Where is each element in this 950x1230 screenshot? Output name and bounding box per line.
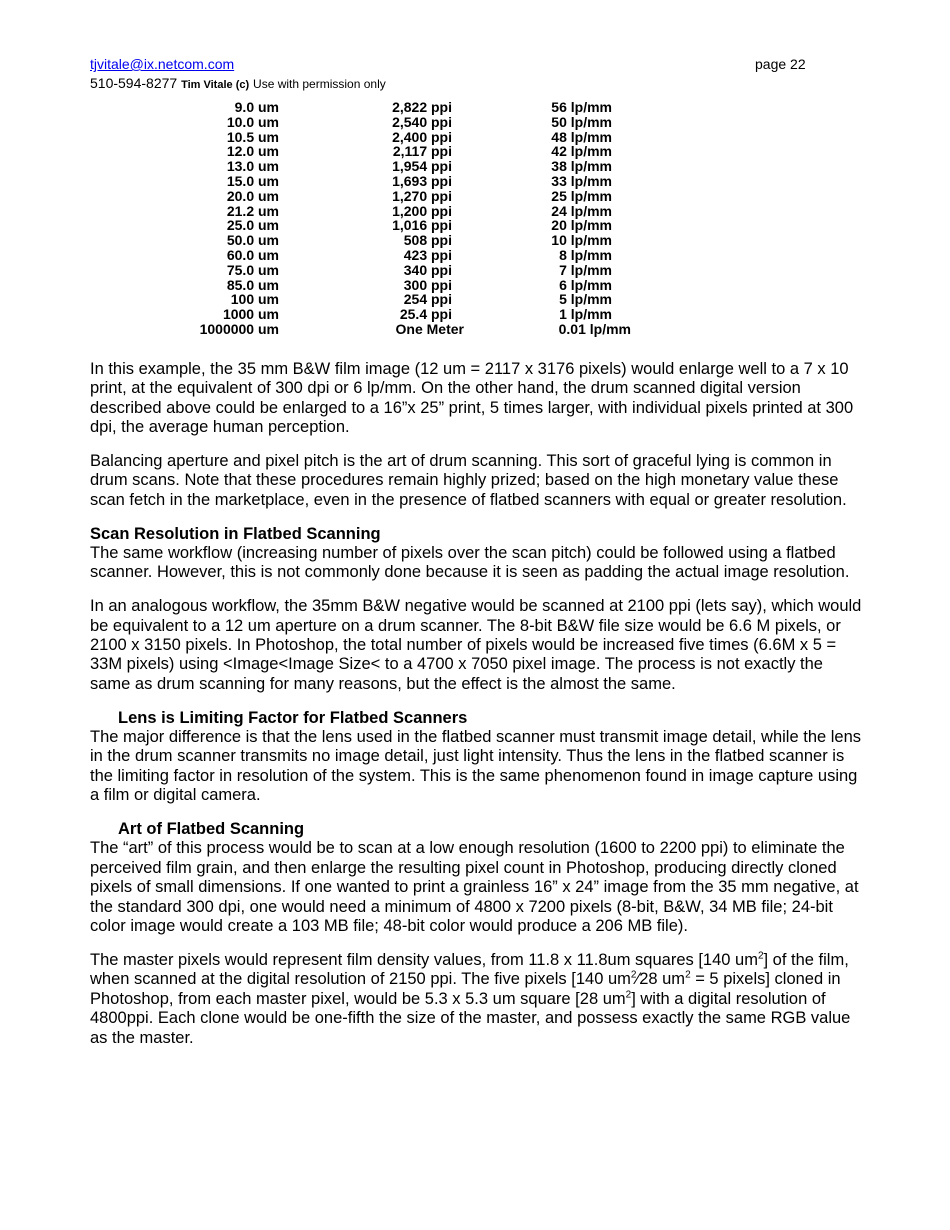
- subsection-heading: Art of Flatbed Scanning: [118, 820, 305, 839]
- lp-mm-cell: 48 lp/mm: [551, 128, 612, 145]
- ppi-cell: 1,270 ppi: [392, 187, 452, 204]
- paragraph: The same workflow (increasing number of pixels over the scan pitch) could be followed using a flatbed scanner. However, this is not commonly done because it is seen as padding the actual image resolution.: [90, 544, 850, 582]
- table-row: [190, 292, 631, 307]
- ppi-cell: 1,200 ppi: [392, 202, 452, 219]
- body-text: [90, 360, 865, 1062]
- ppi-cell: One Meter: [395, 320, 464, 337]
- table-row: [190, 174, 631, 189]
- subsection-heading: Lens is Limiting Factor for Flatbed Scanners: [118, 708, 468, 727]
- lp-mm-cell: 5 lp/mm: [559, 291, 612, 308]
- table-row: [190, 100, 631, 115]
- pixel-size-cell: 50.0 um: [226, 232, 279, 249]
- lp-mm-cell: 25 lp/mm: [551, 187, 612, 204]
- pixel-size-cell: 10.5 um: [226, 128, 279, 145]
- table-row: [190, 307, 631, 322]
- pixel-size-cell: 1000 um: [222, 306, 279, 323]
- paragraph: The major difference is that the lens used in the flatbed scanner must transmit image detail, while the lens in the drum scanner transmits no image detail, just light intensity. Thus the lens in the flatbed scanner is the limiting factor in resolution of the system. This is the same phenomenon found in image capture using a film or digital camera.: [90, 728, 862, 805]
- lp-mm-cell: 6 lp/mm: [559, 276, 612, 293]
- table-row: [190, 263, 631, 278]
- paragraph-with-superscripts: The master pixels would represent film density values, from 11.8 x 11.8um squares [140 $um^2$] of the film, when scanned at the digital resolution of 2150 ppi. The five pixels [140 $um^2⁄28$ $um^2 = 5$ pixels] cloned in Photoshop, from each master pixel, would be 5.3 x 5.3 um square [28 $um^2$] with a digital resolution of 4800ppi. Each clone would be one-fifth the size of the master, and possess exactly the same RGB value as the master.: [90, 950, 851, 1047]
- superscript: 2: [685, 969, 691, 981]
- lp-mm-cell: 1 lp/mm: [559, 306, 612, 323]
- table-row: [190, 189, 631, 204]
- lp-mm-cell: 33 lp/mm: [551, 172, 612, 189]
- ppi-cell: 2,400 ppi: [392, 128, 452, 145]
- table-row: [190, 322, 631, 337]
- pixel-size-cell: 10.0 um: [226, 113, 279, 130]
- pixel-size-cell: 25.0 um: [226, 217, 279, 234]
- table-row: [190, 130, 631, 145]
- table-row: [190, 248, 631, 263]
- paragraph: In this example, the 35 mm B&W film image (12 um = 2117 x 3176 pixels) would enlarge well to a 7 x 10 print, at the equivalent of 300 dpi or 6 lp/mm. On the other hand, the drum scanned digital version described above could be enlarged to a 16”x 25” print, 5 times larger, with individual pixels printed at 300 dpi, the average human perception.: [90, 360, 854, 437]
- table-row: [190, 115, 631, 130]
- ppi-cell: 1,954 ppi: [392, 158, 452, 175]
- paragraph: Balancing aperture and pixel pitch is the art of drum scanning. This sort of graceful lying is common in drum scans. Note that these procedures remain highly prized; based on the high monetary value these scan fetch in the marketplace, even in the presence of flatbed scanners with equal or greater resolution.: [90, 452, 847, 509]
- ppi-cell: 254 ppi: [403, 291, 452, 308]
- ppi-cell: 2,822 ppi: [392, 99, 452, 115]
- ppi-cell: 1,693 ppi: [392, 172, 452, 189]
- pixel-size-cell: 15.0 um: [226, 172, 279, 189]
- ppi-cell: 300 ppi: [403, 276, 452, 293]
- lp-mm-cell: 7 lp/mm: [559, 261, 612, 278]
- ppi-cell: 2,540 ppi: [392, 113, 452, 130]
- paragraph: In an analogous workflow, the 35mm B&W negative would be scanned at 2100 ppi (lets say), which would be equivalent to a 12 um aperture on a drum scanner. The 8-bit B&W file size would be 6.6 M pixels, or 2100 x 3150 pixels. In Photoshop, the total number of pixels would be increased five times (6.6M x 5 = 33M pixels) using <Image<Image Size< to a 4700 x 7050 pixel image. The process is not exactly the same as drum scanning for many reasons, but the effect is the almost the same.: [90, 597, 862, 693]
- resolution-table: [190, 100, 631, 337]
- pixel-size-cell: 21.2 um: [226, 202, 279, 219]
- pixel-size-cell: 20.0 um: [226, 187, 279, 204]
- superscript: 2: [757, 950, 764, 962]
- table-row: [190, 204, 631, 219]
- pixel-size-cell: 12.0 um: [226, 143, 279, 160]
- pixel-size-cell: 60.0 um: [226, 246, 279, 263]
- table-row: [190, 233, 631, 248]
- lp-mm-cell: 10 lp/mm: [551, 232, 612, 249]
- lp-mm-cell: 20 lp/mm: [551, 217, 612, 234]
- page-number: page 22: [755, 56, 806, 72]
- table-row: [190, 278, 631, 293]
- lp-mm-cell: 0.01 lp/mm: [558, 320, 631, 337]
- ppi-cell: 2,117 ppi: [392, 143, 452, 160]
- lp-mm-cell: 56 lp/mm: [551, 99, 612, 115]
- pixel-size-cell: 13.0 um: [226, 158, 279, 175]
- paragraph: The “art” of this process would be to scan at a low enough resolution (1600 to 2200 ppi) to eliminate the perceived film grain, and then enlarge the resulting pixel count in Photoshop, producing directly cloned pixels of small dimensions. If one wanted to print a grainless 16” x 24” image from the 35 mm negative, at the standard 300 dpi, one would need a minimum of 4800 x 7200 pixels (8-bit, B&W, 34 MB file; 24-bit color image would create a 103 MB file; 48-bit color would produce a 206 MB file).: [90, 839, 859, 936]
- permission-note: Use with permission only: [253, 77, 386, 91]
- pixel-size-cell: 100 um: [230, 291, 279, 308]
- lp-mm-cell: 50 lp/mm: [551, 113, 612, 130]
- pixel-size-cell: 85.0 um: [226, 276, 279, 293]
- lp-mm-cell: 24 lp/mm: [551, 202, 612, 219]
- author-email-link[interactable]: tjvitale@ix.netcom.com: [90, 56, 235, 72]
- ppi-cell: 1,016 ppi: [392, 217, 452, 234]
- pixel-size-cell: 9.0 um: [234, 99, 279, 115]
- ppi-cell: 508 ppi: [403, 232, 452, 249]
- lp-mm-cell: 38 lp/mm: [551, 158, 612, 175]
- phone-number: 510-594-8277: [90, 75, 178, 91]
- superscript: 2: [630, 969, 637, 981]
- section-heading: Scan Resolution in Flatbed Scanning: [90, 524, 381, 543]
- table-row: [190, 144, 631, 159]
- table-row: [190, 159, 631, 174]
- ppi-cell: 423 ppi: [403, 246, 452, 263]
- table-row: [190, 218, 631, 233]
- ppi-cell: 25.4 ppi: [399, 306, 452, 323]
- pixel-size-cell: 1000000 um: [199, 320, 279, 337]
- author-name: Tim Vitale (c): [181, 79, 250, 91]
- header-contact-line: [90, 75, 386, 91]
- ppi-cell: 340 ppi: [403, 261, 452, 278]
- pixel-size-cell: 75.0 um: [226, 261, 279, 278]
- superscript: 2: [625, 989, 632, 1001]
- lp-mm-cell: 42 lp/mm: [551, 143, 612, 160]
- lp-mm-cell: 8 lp/mm: [559, 246, 612, 263]
